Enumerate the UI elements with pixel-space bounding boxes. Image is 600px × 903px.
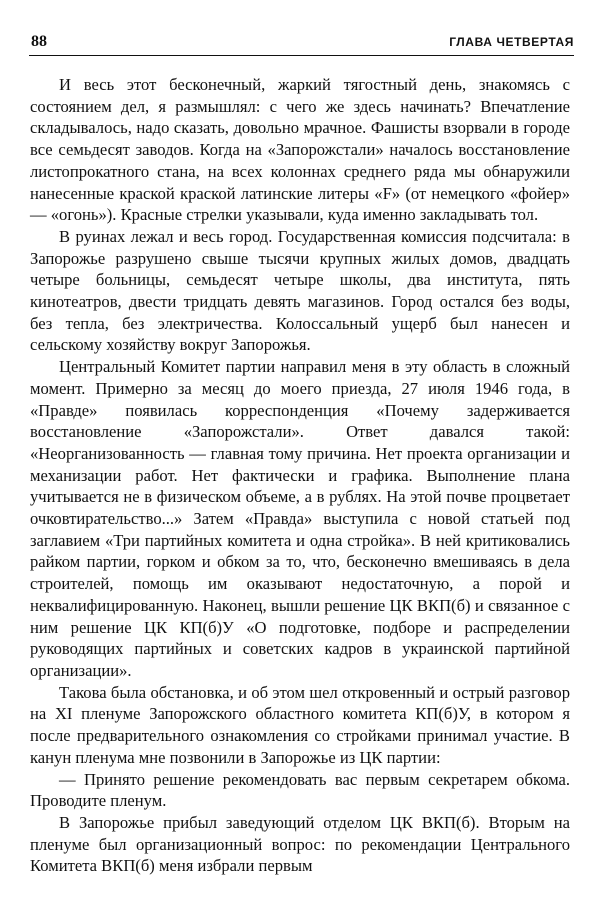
paragraph: В Запорожье прибыл заведующий отделом ЦК ВКП(б). Вторым на пленуме был организационный вопрос: по рекомендации Центрального Комитета ВКП(б) меня избрали первым xyxy=(30,812,570,876)
page-header xyxy=(29,29,574,56)
body-text xyxy=(30,74,570,877)
paragraph: — Принято решение рекомендовать вас первым секретарем обкома. Проводите пленум. xyxy=(30,769,570,811)
page-number: 88 xyxy=(31,33,47,50)
paragraph: Такова была обстановка, и об этом шел откровенный и острый разговор на XI пленуме Запорожского областного комитета КП(б)У, в котором я после предварительного ознакомления со стройками принимал участие. В канун пленума мне позвонили в Запорожье из ЦК партии: xyxy=(30,682,570,767)
chapter-running-head: ГЛАВА ЧЕТВЕРТАЯ xyxy=(449,35,574,49)
paragraph: И весь этот бесконечный, жаркий тягостный день, знакомясь с состоянием дел, я размышлял: с чего же здесь начинать? Впечатление складывалось, надо сказать, довольно мрачное. Фашисты взорвали в городе все семьдесят заводов. Когда на «Запорожстали» началось восстановление листопрокатного стана, на всех колоннах среднего ряда мы обнаружили нанесенные краской краской латинские литеры «F» (от немецкого «фойер» — «огонь»). Красные стрелки указывали, куда именно закладывать тол. xyxy=(30,75,570,225)
paragraph: В руинах лежал и весь город. Государственная комиссия подсчитала: в Запорожье разрушено свыше тысячи крупных жилых домов, двадцать четыре больницы, семьдесят четыре школы, два института, пять кинотеатров, двести тридцать девять магазинов. Город остался без воды, без тепла, без электричества. Колоссальный ущерб был нанесен и сельскому хозяйству вокруг Запорожья. xyxy=(30,226,570,355)
paragraph: Центральный Комитет партии направил меня в эту область в сложный момент. Примерно за месяц до моего приезда, 27 июля 1946 года, в «Правде» появилась корреспонденция «Почему задерживается восстановление «Запорожстали». Ответ давался такой: «Неорганизованность — главная тому причина. Нет проекта организации и механизации работ. Нет фактически и графика. Выполнение плана учитывается не в физическом объеме, а в рублях. На этой почве процветает очковтирательство...» Затем «Правда» выступила с новой статьей под заглавием «Три партийных комитета и одна стройка». В ней критиковались райком партии, горком и обком за то, что, бесконечно вмешиваясь в дела строителей, помощь им оказывают недостаточную, а порой и неквалифицированную. Наконец, вышли решение ЦК ВКП(б) и связанное с ним решение ЦК КП(б)У «О подготовке, подборе и распределении руководящих партийных и советских кадров в украинской партийной организации». xyxy=(30,357,570,680)
